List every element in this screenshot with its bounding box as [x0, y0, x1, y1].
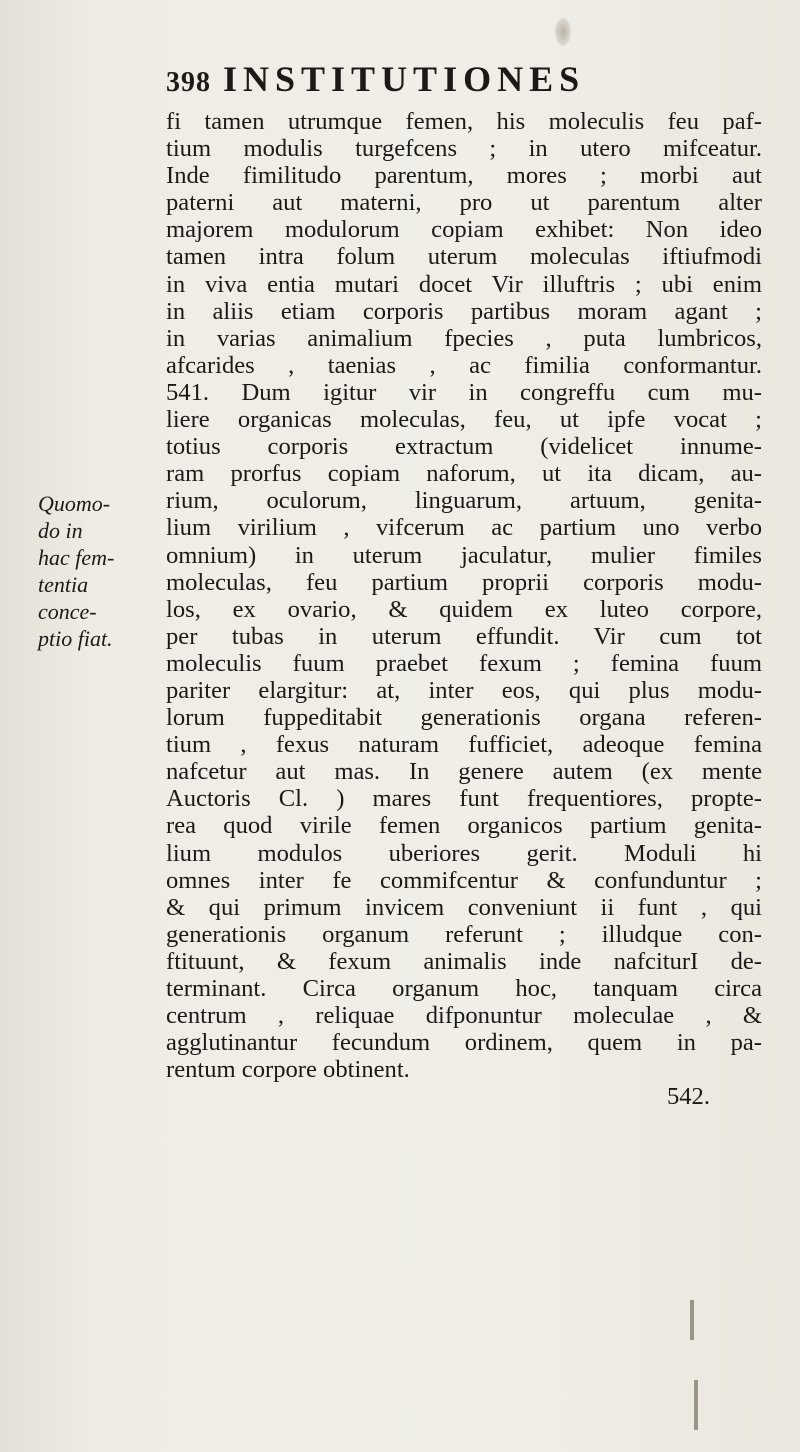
marginal-line: conce- [38, 599, 97, 625]
text-line: ftituunt, & fexum animalis inde nafciturI de- [166, 947, 762, 975]
marginal-note [38, 490, 158, 653]
text-line: in viva entia mutari docet Vir illuftris ; ubi enim [166, 270, 762, 298]
marginal-line: tentia [38, 572, 89, 598]
marginal-line: Quomo- [38, 491, 111, 516]
text-line: agglutinantur fecundum ordinem, quem in pa- [166, 1029, 762, 1057]
text-line: Inde fimilitudo parentum, mores ; morbi aut [166, 162, 762, 190]
text-line: generationis organum referunt ; illudque con- [166, 920, 762, 948]
text-line: tamen intra folum uterum moleculas iftiufmodi [166, 243, 762, 271]
marginal-line: hac fem- [38, 545, 115, 571]
running-head [166, 58, 585, 100]
marginal-line: ptio fiat. [38, 626, 113, 652]
text-line: & qui primum invicem conveniunt ii funt , qui [166, 893, 762, 921]
text-line: fi tamen utrumque femen, his moleculis feu paf- [166, 108, 762, 135]
text-line: majorem modulorum copiam exhibet: Non ideo [166, 216, 762, 244]
text-line: omnium) in uterum jaculatur, mulier fimiles [166, 541, 762, 569]
body-text [166, 108, 762, 1110]
text-line: totius corporis extractum (videlicet innume- [166, 433, 762, 461]
text-line: moleculas, feu partium proprii corporis modu- [166, 568, 762, 596]
text-line: terminant. Circa organum hoc, tanquam circa [166, 975, 762, 1002]
text-line: tium modulis turgefcens ; in utero mifceatur. [166, 135, 762, 163]
edge-mark [694, 1380, 698, 1430]
text-line: centrum , reliquae difponuntur moleculae , & [166, 1002, 762, 1030]
text-line: omnes inter fe commifcentur & confunduntur ; [166, 866, 762, 894]
text-line: tium , fexus naturam fufficiet, adeoque femina [166, 731, 762, 759]
running-title: INSTITUTIONES [223, 59, 586, 99]
text-line: rentum corpore obtinent. [166, 1056, 410, 1084]
text-line: moleculis fuum praebet fexum ; femina fuum [166, 649, 762, 677]
edge-mark [690, 1300, 694, 1340]
text-line: Auctoris Cl. ) mares funt frequentiores, propte- [166, 785, 762, 813]
ink-smudge [555, 18, 571, 46]
text-line: lium virilium , vifcerum ac partium uno verbo [166, 514, 762, 542]
text-line: paterni aut materni, pro ut parentum alter [166, 189, 762, 217]
text-line: lorum fuppeditabit generationis organa referen- [166, 704, 762, 732]
text-line: lium modulos uberiores gerit. Moduli hi [166, 839, 762, 867]
text-line: rium, oculorum, linguarum, artuum, genita- [166, 487, 762, 515]
text-line: pariter elargitur: at, inter eos, qui plus modu- [166, 676, 762, 704]
text-line: los, ex ovario, & quidem ex luteo corpore, [166, 595, 762, 623]
catchword: 542. [666, 1083, 710, 1111]
text-line: afcarides , taenias , ac fimilia conformantur. [166, 351, 762, 379]
text-line: in varias animalium fpecies , puta lumbricos, [166, 324, 762, 352]
text-line: ram prorfus copiam naforum, ut ita dicam, au- [166, 460, 762, 488]
text-line: per tubas in uterum effundit. Vir cum tot [166, 622, 762, 650]
page-number: 398 [166, 67, 211, 98]
text-line: nafcetur aut mas. In genere autem (ex mente [166, 758, 762, 786]
text-line: in aliis etiam corporis partibus moram agant ; [166, 297, 762, 325]
text-line: 541. Dum igitur vir in congreffu cum mu- [166, 378, 762, 406]
text-line: liere organicas moleculas, feu, ut ipfe vocat ; [166, 406, 762, 434]
text-line: rea quod virile femen organicos partium genita- [166, 812, 762, 840]
marginal-line: do in [38, 518, 83, 544]
